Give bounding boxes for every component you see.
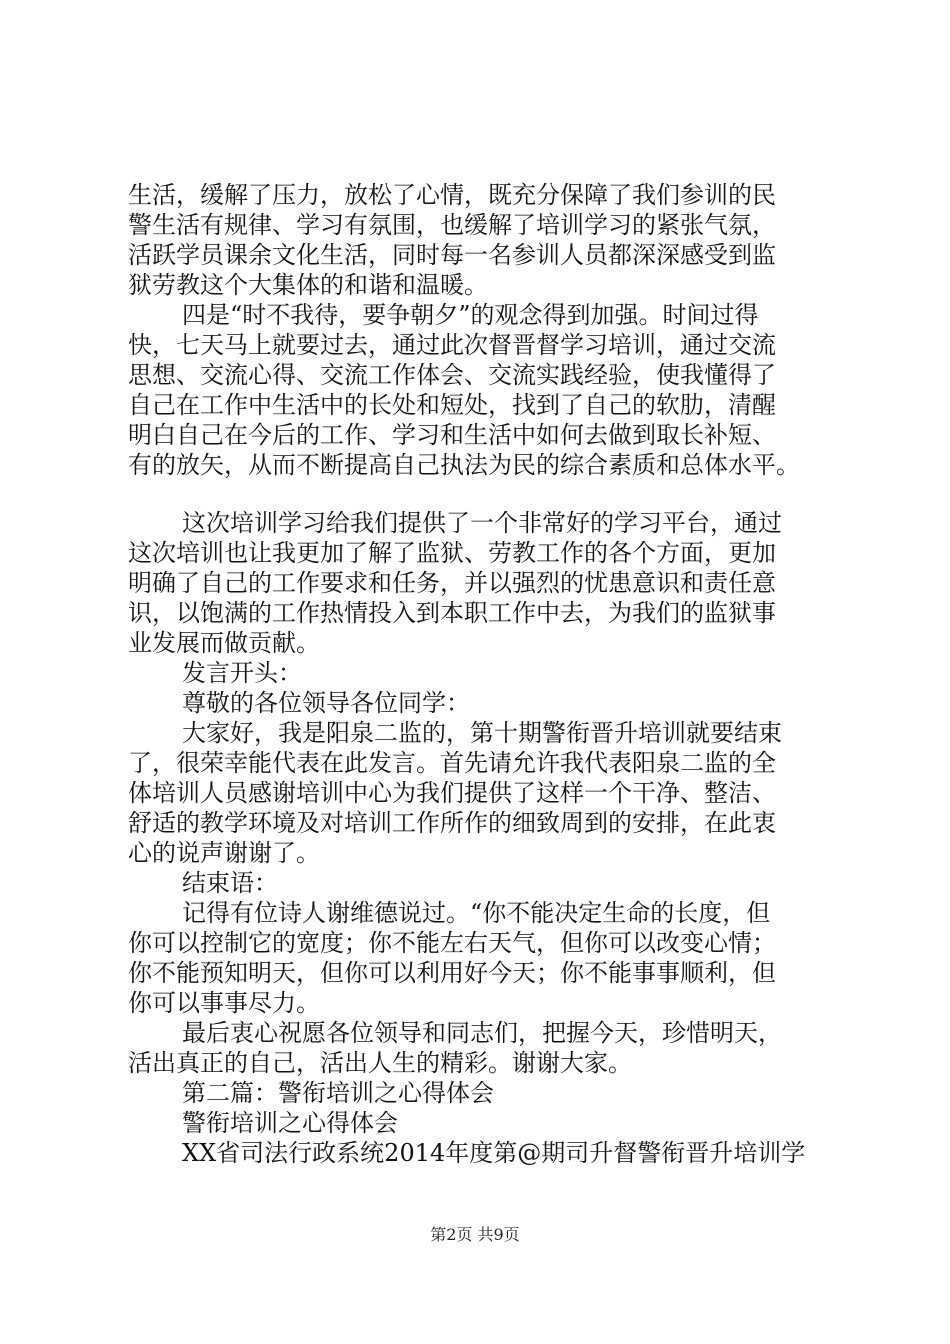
document-body [128, 180, 848, 1168]
paragraph-gap [128, 480, 848, 508]
text-line: 活出真正的自己，活出人生的精彩。谢谢大家。 [128, 1049, 632, 1077]
text-line: 警衔培训之心得体会 [182, 1109, 398, 1137]
text-line: 识，以饱满的工作热情投入到本职工作中去，为我们的监狱事 [128, 599, 776, 627]
article-title [128, 1108, 848, 1138]
text-line: 心的说声谢谢了。 [128, 839, 320, 867]
text-line: 了，很荣幸能代表在此发言。首先请允许我代表阳泉二监的全 [128, 749, 776, 777]
salutation [128, 688, 848, 718]
text-line: 明白自己在今后的工作、学习和生活中如何去做到取长补短、 [128, 421, 776, 449]
text-line: 你可以控制它的宽度；你不能左右天气，但你可以改变心情； [128, 929, 776, 957]
text-line: 记得有位诗人谢维德说过。“你不能决定生命的长度，但 [182, 899, 771, 927]
paragraph [128, 718, 848, 868]
text-line: XX省司法行政系统2014年度第@期司升督警衔晋升培训学 [182, 1139, 806, 1167]
text-line: 体培训人员感谢培训中心为我们提供了这样一个干净、整洁、 [128, 779, 776, 807]
text-line: 有的放矢，从而不断提高自己执法为民的综合素质和总体水平。 [128, 451, 800, 479]
paragraph [128, 1138, 848, 1168]
text-line: 活跃学员课余文化生活，同时每一名参训人员都深深感受到监 [128, 241, 776, 269]
text-line: 舒适的教学环境及对培训工作所作的细致周到的安排，在此衷 [128, 809, 776, 837]
text-line: 自己在工作中生活中的长处和短处，找到了自己的软肋，清醒 [128, 391, 776, 419]
page-number: 第2页 共9页 [430, 1225, 520, 1244]
text-line: 你可以事事尽力。 [128, 989, 320, 1017]
text-line: 第二篇：警衔培训之心得体会 [182, 1079, 494, 1107]
section-label [128, 868, 848, 898]
text-line: 结束语： [182, 869, 278, 897]
text-line: 业发展而做贡献。 [128, 629, 320, 657]
page-footer [0, 1222, 950, 1245]
text-line: 发言开头： [182, 659, 302, 687]
paragraph [128, 180, 848, 300]
text-line: 生活，缓解了压力，放松了心情，既充分保障了我们参训的民 [128, 181, 776, 209]
text-line: 这次培训学习给我们提供了一个非常好的学习平台，通过 [182, 509, 782, 537]
text-line: 你不能预知明天，但你可以利用好今天；你不能事事顺利，但 [128, 959, 776, 987]
text-line: 警生活有规律、学习有氛围，也缓解了培训学习的紧张气氛， [128, 211, 776, 239]
text-line: 这次培训也让我更加了解了监狱、劳教工作的各个方面，更加 [128, 539, 776, 567]
text-line: 四是“时不我待，要争朝夕”的观念得到加强。时间过得 [182, 301, 759, 329]
text-line: 最后衷心祝愿各位领导和同志们，把握今天，珍惜明天， [182, 1019, 782, 1047]
section-label [128, 658, 848, 688]
paragraph [128, 1018, 848, 1078]
text-line: 大家好，我是阳泉二监的，第十期警衔晋升培训就要结束 [182, 719, 782, 747]
section-heading [128, 1078, 848, 1108]
text-line: 快，七天马上就要过去，通过此次督晋督学习培训，通过交流 [128, 331, 776, 359]
paragraph [128, 898, 848, 1018]
text-line: 思想、交流心得、交流工作体会、交流实践经验，使我懂得了 [128, 361, 776, 389]
paragraph [128, 508, 848, 658]
text-line: 尊敬的各位领导各位同学： [182, 689, 470, 717]
text-line: 狱劳教这个大集体的和谐和温暖。 [128, 271, 488, 299]
text-line: 明确了自己的工作要求和任务，并以强烈的忧患意识和责任意 [128, 569, 776, 597]
paragraph [128, 300, 848, 480]
